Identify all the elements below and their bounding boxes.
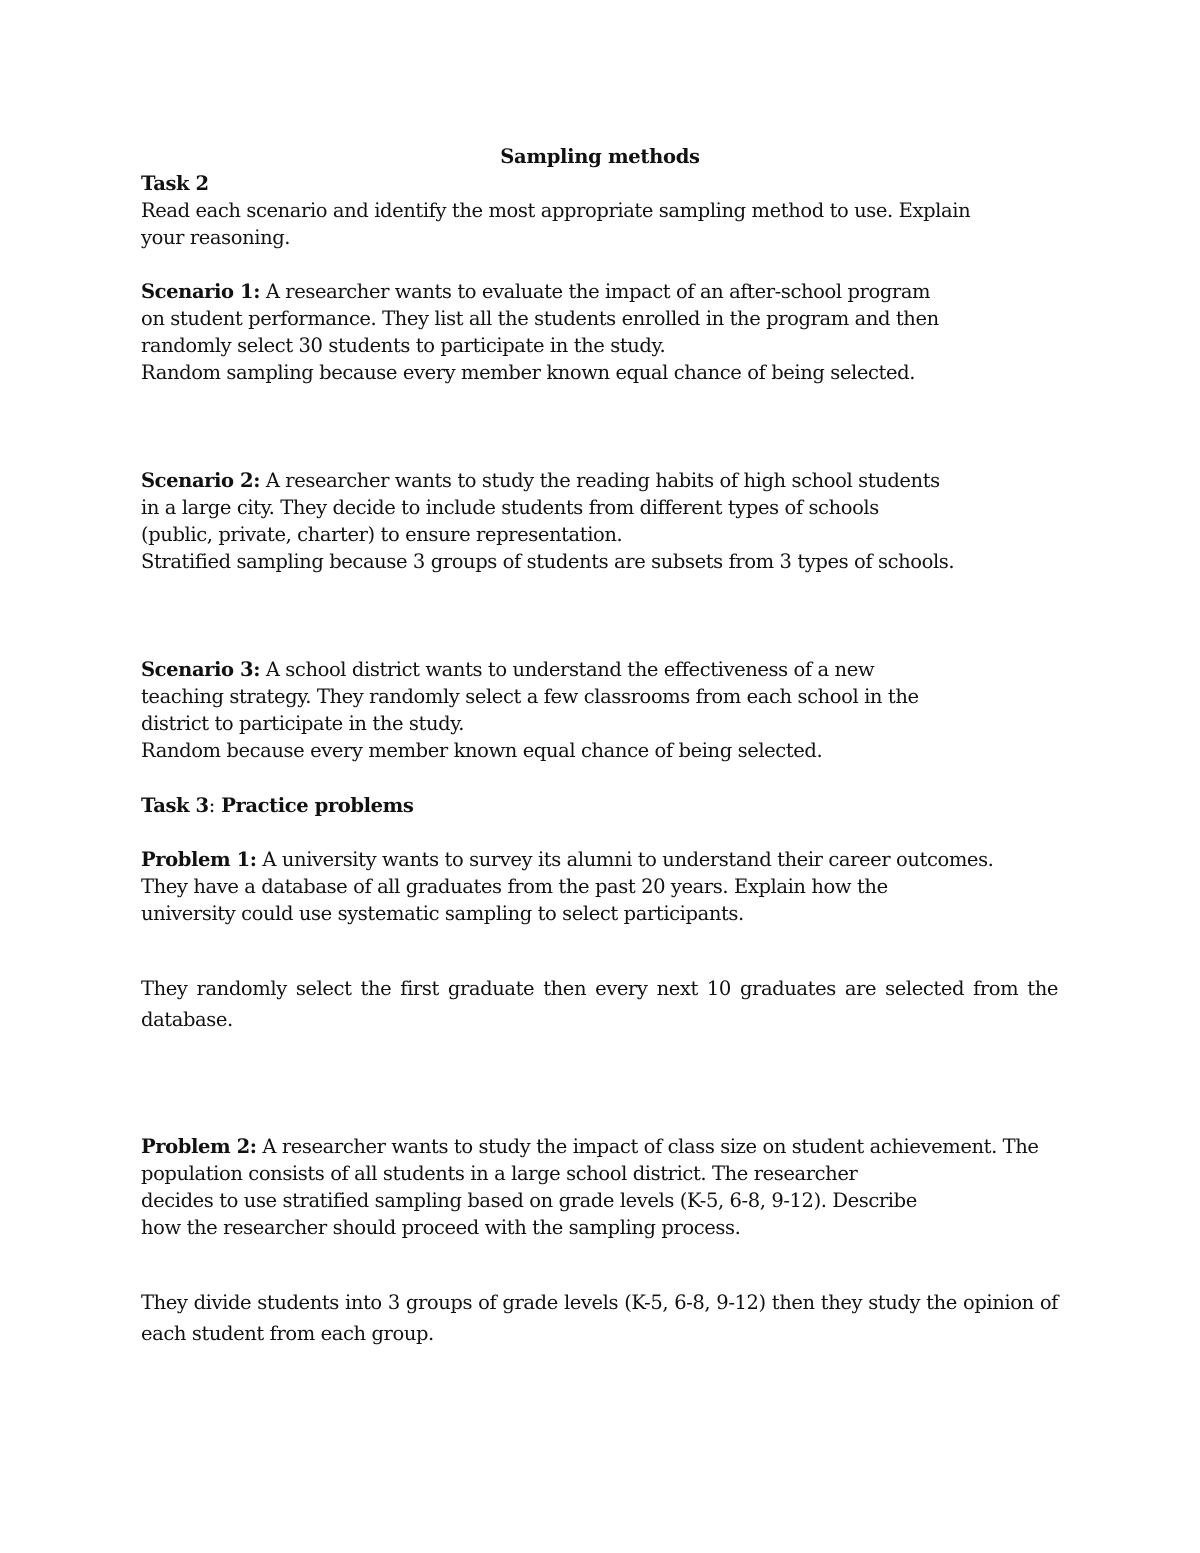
problem1-answer bbox=[141, 973, 1058, 1035]
problem1-line-2: They have a database of all graduates from the past 20 years. Explain how the bbox=[141, 875, 888, 898]
task3-heading bbox=[141, 792, 413, 819]
problem1-answer-line-2: database. bbox=[141, 1008, 233, 1031]
scenario1-line-2: on student performance. They list all the students enrolled in the program and then bbox=[141, 307, 939, 330]
scenario1-answer: Random sampling because every member known equal chance of being selected. bbox=[141, 361, 916, 384]
scenario2-answer: Stratified sampling because 3 groups of students are subsets from 3 types of schools. bbox=[141, 550, 955, 573]
problem2-line-4: how the researcher should proceed with the sampling process. bbox=[141, 1216, 741, 1239]
scenario3-label: Scenario 3: bbox=[141, 658, 261, 681]
scenario3-line-3: district to participate in the study. bbox=[141, 712, 465, 735]
scenario2-label: Scenario 2: bbox=[141, 469, 261, 492]
task3-heading-colon: : bbox=[208, 794, 215, 817]
scenario1-line-3: randomly select 30 students to participate in the study. bbox=[141, 334, 666, 357]
problem1-label: Problem 1: bbox=[141, 848, 257, 871]
task3-heading-label: Task 3 bbox=[141, 794, 209, 817]
problem1-answer-line-1: They randomly select the first graduate then every next 10 graduates are selected from the bbox=[141, 977, 1058, 1000]
problem2-answer bbox=[141, 1287, 1058, 1349]
task3-heading-text: Practice problems bbox=[214, 794, 414, 817]
task2-instructions-line-1: Read each scenario and identify the most appropriate sampling method to use. Explain bbox=[141, 199, 971, 222]
document-title: Sampling methods bbox=[500, 145, 700, 168]
scenario2-line-3: (public, private, charter) to ensure representation. bbox=[141, 523, 623, 546]
scenario2-line-2: in a large city. They decide to include students from different types of schools bbox=[141, 496, 879, 519]
scenario2-line-1 bbox=[141, 467, 940, 494]
scenario3-answer: Random because every member known equal chance of being selected. bbox=[141, 739, 823, 762]
problem2-text-1: A researcher wants to study the impact of class size on student achievement. The bbox=[256, 1135, 1039, 1158]
scenario1-text-1: A researcher wants to evaluate the impact of an after-school program bbox=[260, 280, 931, 303]
problem2-line-3: decides to use stratified sampling based on grade levels (K-5, 6-8, 9-12). Describe bbox=[141, 1189, 917, 1212]
task2-instructions-line-2: your reasoning. bbox=[141, 226, 291, 249]
scenario3-text-1: A school district wants to understand the effectiveness of a new bbox=[260, 658, 875, 681]
problem2-line-1 bbox=[141, 1133, 1039, 1160]
problem1-text-1: A university wants to survey its alumni to understand their career outcomes. bbox=[256, 848, 994, 871]
scenario2-text-1: A researcher wants to study the reading habits of high school students bbox=[260, 469, 940, 492]
scenario1-label: Scenario 1: bbox=[141, 280, 261, 303]
problem2-answer-line-1: They divide students into 3 groups of grade levels (K-5, 6-8, 9-12) then they study the opinion of bbox=[141, 1291, 1058, 1314]
problem1-line-3: university could use systematic sampling to select participants. bbox=[141, 902, 744, 925]
problem2-answer-line-2: each student from each group. bbox=[141, 1322, 434, 1345]
scenario1-line-1 bbox=[141, 278, 930, 305]
task2-heading: Task 2 bbox=[141, 172, 209, 195]
scenario3-line-2: teaching strategy. They randomly select a few classrooms from each school in the bbox=[141, 685, 919, 708]
problem2-line-2: population consists of all students in a large school district. The researcher bbox=[141, 1162, 858, 1185]
problem2-label: Problem 2: bbox=[141, 1135, 257, 1158]
scenario3-line-1 bbox=[141, 656, 874, 683]
problem1-line-1 bbox=[141, 846, 993, 873]
